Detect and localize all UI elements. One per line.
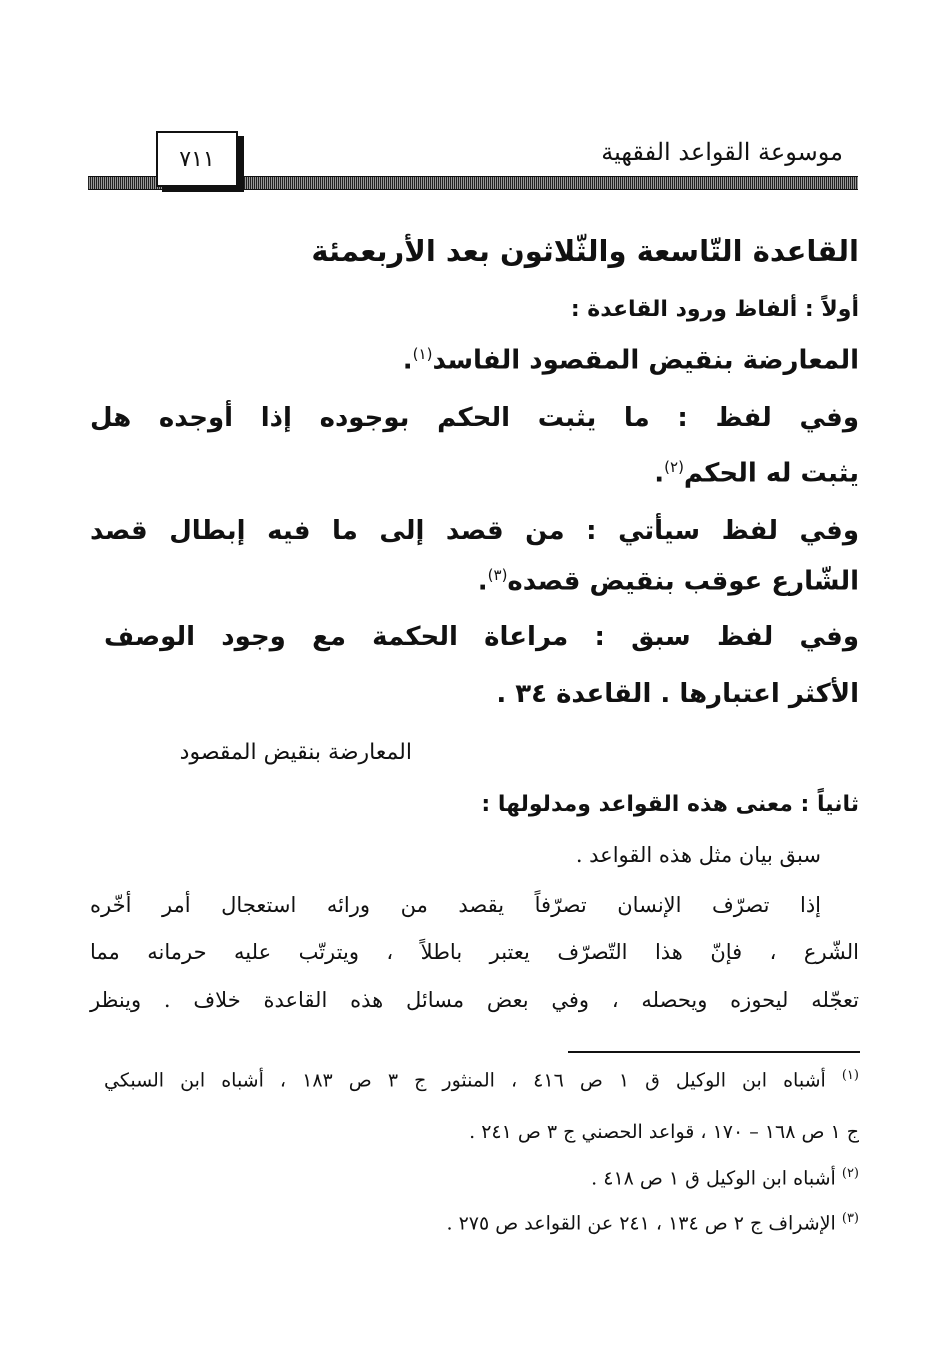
footnote-ref-3: (٣) [487,566,508,584]
footnote-1-line-1 [104,1068,859,1091]
footnote-2-mark: (٢) [841,1166,859,1181]
page-number: ٧١١ [156,131,238,187]
footnote-3-text: الإشراف ج ٢ ص ١٣٤ ، ٢٤١ عن القواعد ص ٢٧٥ . [446,1212,836,1235]
explanation-line-4: تعجّله ليحوزه ويحصله ، وفي بعض مسائل هذه القاعدة خلاف . وينظر [90,988,859,1012]
variant-3-line-1: وفي لفظ سبق : مراعاة الحكمة مع وجود الوصف [104,622,859,652]
rule-text-content: المعارضة بنقيض المقصود الفاسد [432,345,859,376]
footnote-2 [591,1166,859,1189]
variant-2-line-2 [478,566,859,597]
footnote-1-line-2: ج ١ ص ١٦٨ – ١٧٠ ، قواعد الحصني ج ٣ ص ٢٤١ . [469,1121,859,1143]
explanation-line-3: الشّرع ، فإنّ هذا التّصرّف يعتبر باطلاً ، ويترتّب عليه حرمانه مما [90,940,859,964]
period: . [477,566,488,597]
variant-1-line-2-text: يثبت له الحكم [683,458,859,489]
section-heading-meaning: ثانياً : معنى هذه القواعد ومدلولها : [481,792,859,817]
footnote-ref-1: (١) [412,345,433,363]
footnote-separator [568,1051,860,1053]
explanation-line-2: إذا تصرّف الإنسان تصرّفاً يقصد من ورائه استعجال أمر أخّره [90,893,821,917]
variant-3-line-2: الأكثر اعتبارها . القاعدة ٣٤ . [496,679,859,709]
rule-title: القاعدة التّاسعة والثّلاثون بعد الأربعمئة [311,234,859,268]
variant-2-line-2-text: الشّارع عوقب بنقيض قصده [507,566,859,597]
short-rule-label: المعارضة بنقيض المقصود [179,740,412,765]
period: . [402,345,413,376]
footnote-3 [446,1211,859,1234]
footnote-1-mark: (١) [841,1068,859,1083]
footnote-1-text: أشباه ابن الوكيل ق ١ ص ٤١٦ ، المنثور ج ٣ ص ١٨٣ ، أشباه ابن السبكي [104,1069,826,1092]
rule-text [403,345,859,376]
variant-1-line-1: وفي لفظ : ما يثبت الحكم بوجوده إذا أوجده هل [90,403,859,433]
period: . [654,458,665,489]
footnote-2-text: أشباه ابن الوكيل ق ١ ص ٤١٨ . [591,1167,836,1190]
variant-2-line-1: وفي لفظ سيأتي : من قصد إلى ما فيه إبطال قصد [90,516,859,546]
footnote-3-mark: (٣) [841,1211,859,1226]
footnote-ref-2: (٢) [664,458,684,476]
running-title: موسوعة القواعد الفقهية [601,138,843,166]
explanation-line-1: سبق بيان مثل هذه القواعد . [575,843,821,867]
variant-1-line-2 [654,458,859,489]
section-heading-wording: أولاً : ألفاظ ورود القاعدة : [570,297,859,322]
